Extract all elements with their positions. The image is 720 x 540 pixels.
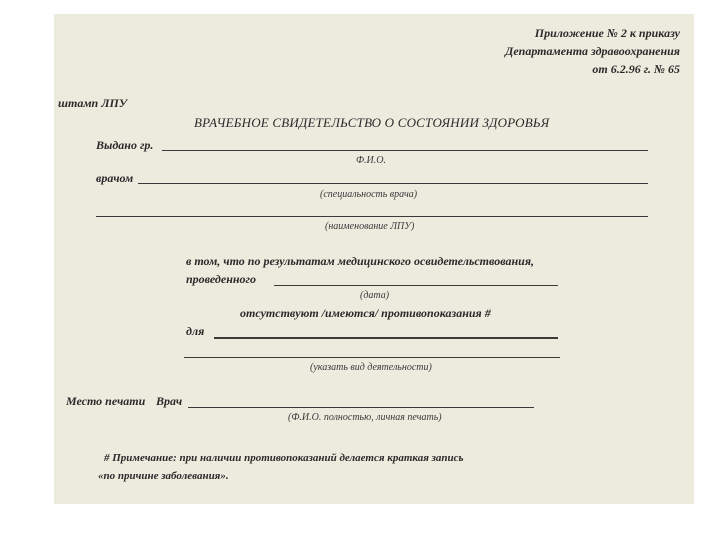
note-line-2: «по причине заболевания». xyxy=(98,470,229,482)
doctor-sign-label: Врач xyxy=(156,394,183,408)
date-hint: (дата) xyxy=(360,290,390,301)
annex-line-2: Департамента здравоохранения xyxy=(505,44,680,58)
doctor-label: врачом xyxy=(96,171,134,185)
issued-label: Выдано гр. xyxy=(96,138,154,152)
fio-hint: Ф.И.О. xyxy=(356,155,386,166)
for-label: для xyxy=(186,324,205,338)
annex-line-3: от 6.2.96 г. № 65 xyxy=(592,62,680,76)
exam-text-line-1: в том, что по результатам медицинского освидетельствования, xyxy=(186,254,535,268)
institution-hint: (наименование ЛПУ) xyxy=(325,221,415,232)
issued-fio-line xyxy=(162,150,648,151)
activity-line-1 xyxy=(214,337,558,339)
institution-line xyxy=(96,216,648,217)
signature-line xyxy=(188,407,534,408)
exam-date-line xyxy=(274,285,558,286)
stamp-label: штамп ЛПУ xyxy=(58,96,128,110)
exam-text-line-2: проведенного xyxy=(186,272,256,286)
note-line-1: # Примечание: при наличии противопоказаний делается краткая запись xyxy=(104,452,464,464)
contraindications-text: отсутствуют /имеются/ противопоказания # xyxy=(240,306,491,320)
seal-label: Место печати xyxy=(66,394,146,408)
signature-hint: (Ф.И.О. полностью, личная печать) xyxy=(288,412,442,423)
specialty-hint: (специальность врача) xyxy=(320,189,418,200)
doctor-specialty-line xyxy=(138,183,648,184)
activity-line-2 xyxy=(184,357,560,358)
certificate-document xyxy=(54,14,694,504)
activity-hint: (указать вид деятельности) xyxy=(310,362,432,373)
annex-line-1: Приложение № 2 к приказу xyxy=(534,26,680,40)
document-title: ВРАЧЕБНОЕ СВИДЕТЕЛЬСТВО О СОСТОЯНИИ ЗДОРОВЬЯ xyxy=(194,115,550,130)
